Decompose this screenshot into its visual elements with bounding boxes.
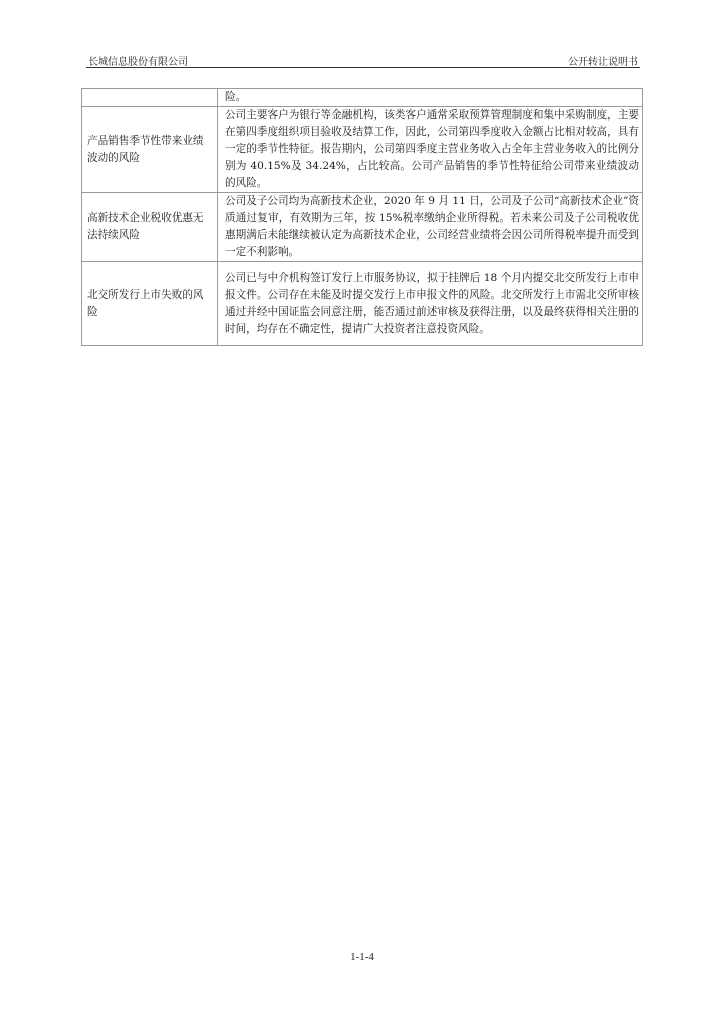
page-number: 1-1-4 (350, 951, 374, 963)
table-row (82, 193, 643, 262)
risk-name-cell: 产品销售季节性带来业绩波动的风险 (82, 107, 218, 193)
risk-description-cell: 公司已与中介机构签订发行上市服务协议，拟于挂牌后 18 个月内提交北交所发行上市申报文件。公司存在未能及时提交发行上市申报文件的风险。北交所发行上市需北交所审核通过并经中国证监会同意注册，能否通过前述审核及获得注册，以及最终获得相关注册的时间，均存在不确定性，提请广大投资者注意投资风险。 (218, 262, 643, 346)
header-document-title: 公开转让说明书 (568, 57, 638, 68)
risk-description-cell: 公司主要客户为银行等金融机构，该类客户通常采取预算管理制度和集中采购制度，主要在第四季度组织项目验收及结算工作，因此，公司第四季度收入金额占比相对较高，具有一定的季节性特征。报告期内，公司第四季度主营业务收入占全年主营业务收入的比例分别为 40.15%及 34.24%，占比较高。公司产品销售的季节性特征给公司带来业绩波动的风险。 (218, 107, 643, 193)
risk-description-cell: 险。 (218, 89, 643, 107)
risk-description-cell: 公司及子公司均为高新技术企业，2020 年 9 月 11 日，公司及子公司“高新技术企业”资质通过复审，有效期为三年，按 15%税率缴纳企业所得税。若未来公司及子公司税收优惠期满后未能继续被认定为高新技术企业，公司经营业绩将会因公司所得税率提升而受到一定不利影响。 (218, 193, 643, 262)
table-row (82, 89, 643, 107)
risk-factor-table (81, 88, 643, 346)
risk-name-cell: 北交所发行上市失败的风险 (82, 262, 218, 346)
risk-name-cell (82, 89, 218, 107)
header-divider (86, 67, 640, 68)
header-company-name: 长城信息股份有限公司 (88, 57, 188, 68)
table-row (82, 107, 643, 193)
risk-name-cell: 高新技术企业税收优惠无法持续风险 (82, 193, 218, 262)
table-row (82, 262, 643, 346)
page-header (86, 53, 640, 67)
